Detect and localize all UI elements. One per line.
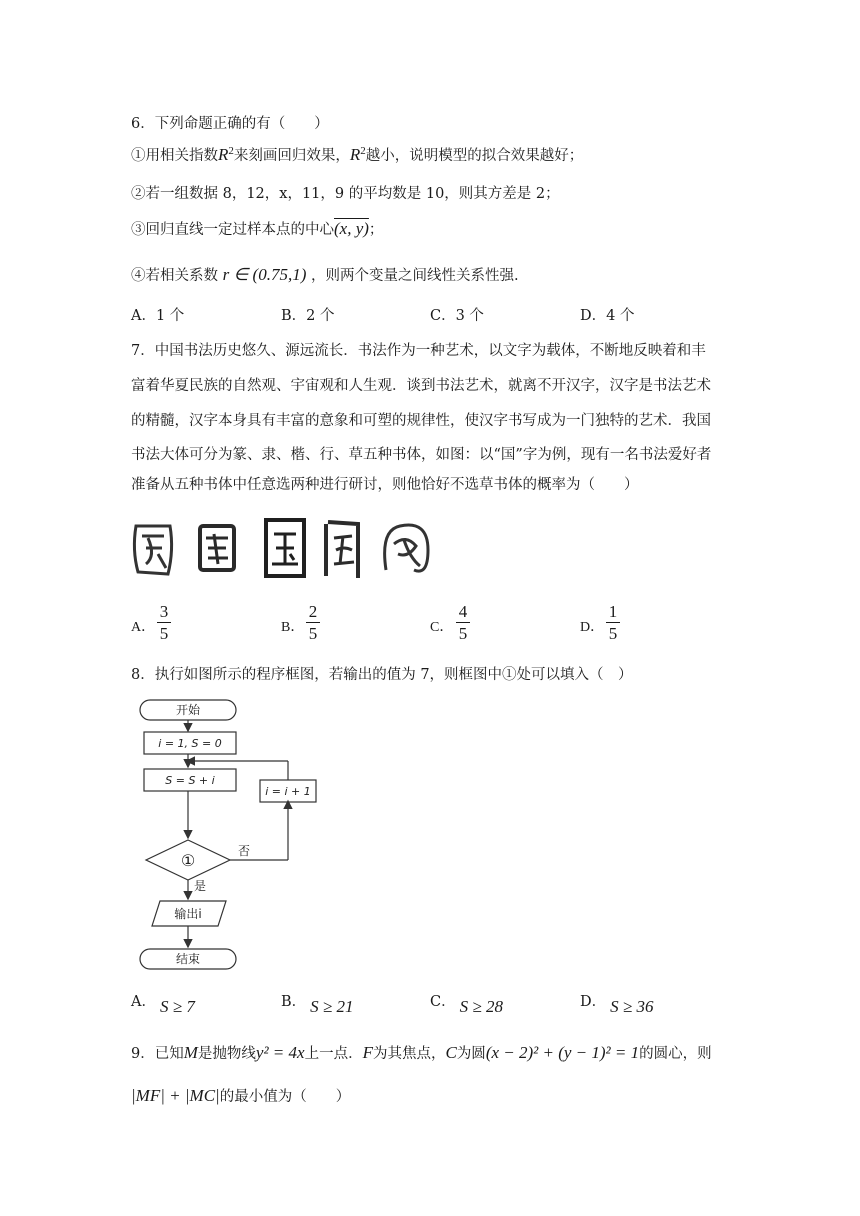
flow-start-label: 开始 [175,703,201,717]
q8-option-d: D． S ≥ 36 [580,994,654,1016]
q7-option-a-label: A． [131,620,156,635]
calligraphy-glyphs-image [128,510,438,580]
q8-option-b: B． S ≥ 21 [281,994,354,1016]
flowchart [130,690,330,980]
q7-option-d-label: D． [580,620,605,635]
q7-line-5: 准备从五种书体中任意选两种进行研讨，则他恰好不选草书体的概率为（ ） [131,477,639,493]
q8-option-a: A． S ≥ 7 [131,994,195,1016]
q6-statement-4: ④若相关系数 r ∈ (0.75,1) ，则两个变量之间线性关系性强. [131,265,519,284]
q7-option-c-fraction: $\frac{4}{5}$ [456,602,470,645]
flow-no-label: 否 [238,844,251,858]
q6-statement-3: ③回归直线一定过样本点的中心(x, y)； [131,219,384,238]
q6-option-b: B．2 个 [281,308,335,324]
q6-statement-1: ①用相关指数$R^2$来刻画回归效果，$R^2$越小，说明模型的拟合效果越好； [131,145,584,164]
flow-condition-label: ① [180,851,196,870]
q7-line-3: 的精髓，汉字本身具有丰富的意象和可塑的规律性，使汉字书写成为一门独特的艺术．我国 [131,413,711,429]
q7-option-b-fraction: $\frac{2}{5}$ [306,602,320,645]
seal-script-glyph [134,526,171,574]
q7-line-1: 7．中国书法历史悠久、源远流长．书法作为一种艺术，以文字为载体，不断地反映着和丰 [131,343,706,359]
cursive-script-glyph [385,525,428,571]
q7-option-a-fraction: $\frac{3}{5}$ [157,602,171,645]
q7-option-c-label: C． [430,620,454,635]
running-script-glyph [326,522,358,578]
q9-line-1: 9．已知M是抛物线y² = 4x上一点．F为其焦点，C为圆(x − 2)² + (y − 1)² = 1的圆心，则 [131,1043,712,1062]
flow-output-label: 输出i [174,907,202,921]
flow-incr-label: i = i + 1 [265,785,311,798]
q6-option-d: D．4 个 [580,308,635,324]
flow-yes-label: 是 [194,879,207,893]
flow-end-label: 结束 [175,952,201,966]
clerical-script-glyph [200,526,234,570]
q9-line-2: |MF| + |MC|的最小值为（ ） [131,1086,351,1105]
q7-option-b-label: B． [281,620,305,635]
q8-stem: 8．执行如图所示的程序框图，若输出的值为 7，则框图中①处可以填入（ ） [131,667,633,683]
regular-script-glyph [266,518,306,578]
q8-option-c: C． S ≥ 28 [430,994,503,1016]
q6-stem: 6．下列命题正确的有（ ） [131,116,329,132]
q7-line-2: 富着华夏民族的自然观、宇宙观和人生观．谈到书法艺术，就离不开汉字，汉字是书法艺术 [131,378,711,394]
q6-option-c: C．3 个 [430,308,484,324]
q7-option-d-fraction: $\frac{1}{5}$ [606,602,620,645]
sample-center-formula: (x, y) [334,219,369,238]
flow-update-label: S = S + i [165,774,215,787]
q7-line-4: 书法大体可分为篆、隶、楷、行、草五种书体，如图：以“国”字为例，现有一名书法爱好者 [131,447,712,463]
q6-option-a: A．1 个 [131,308,185,324]
q6-statement-2: ②若一组数据 8，12，x，11，9 的平均数是 10，则其方差是 2； [131,186,560,202]
flow-init-label: i = 1, S = 0 [158,737,222,750]
